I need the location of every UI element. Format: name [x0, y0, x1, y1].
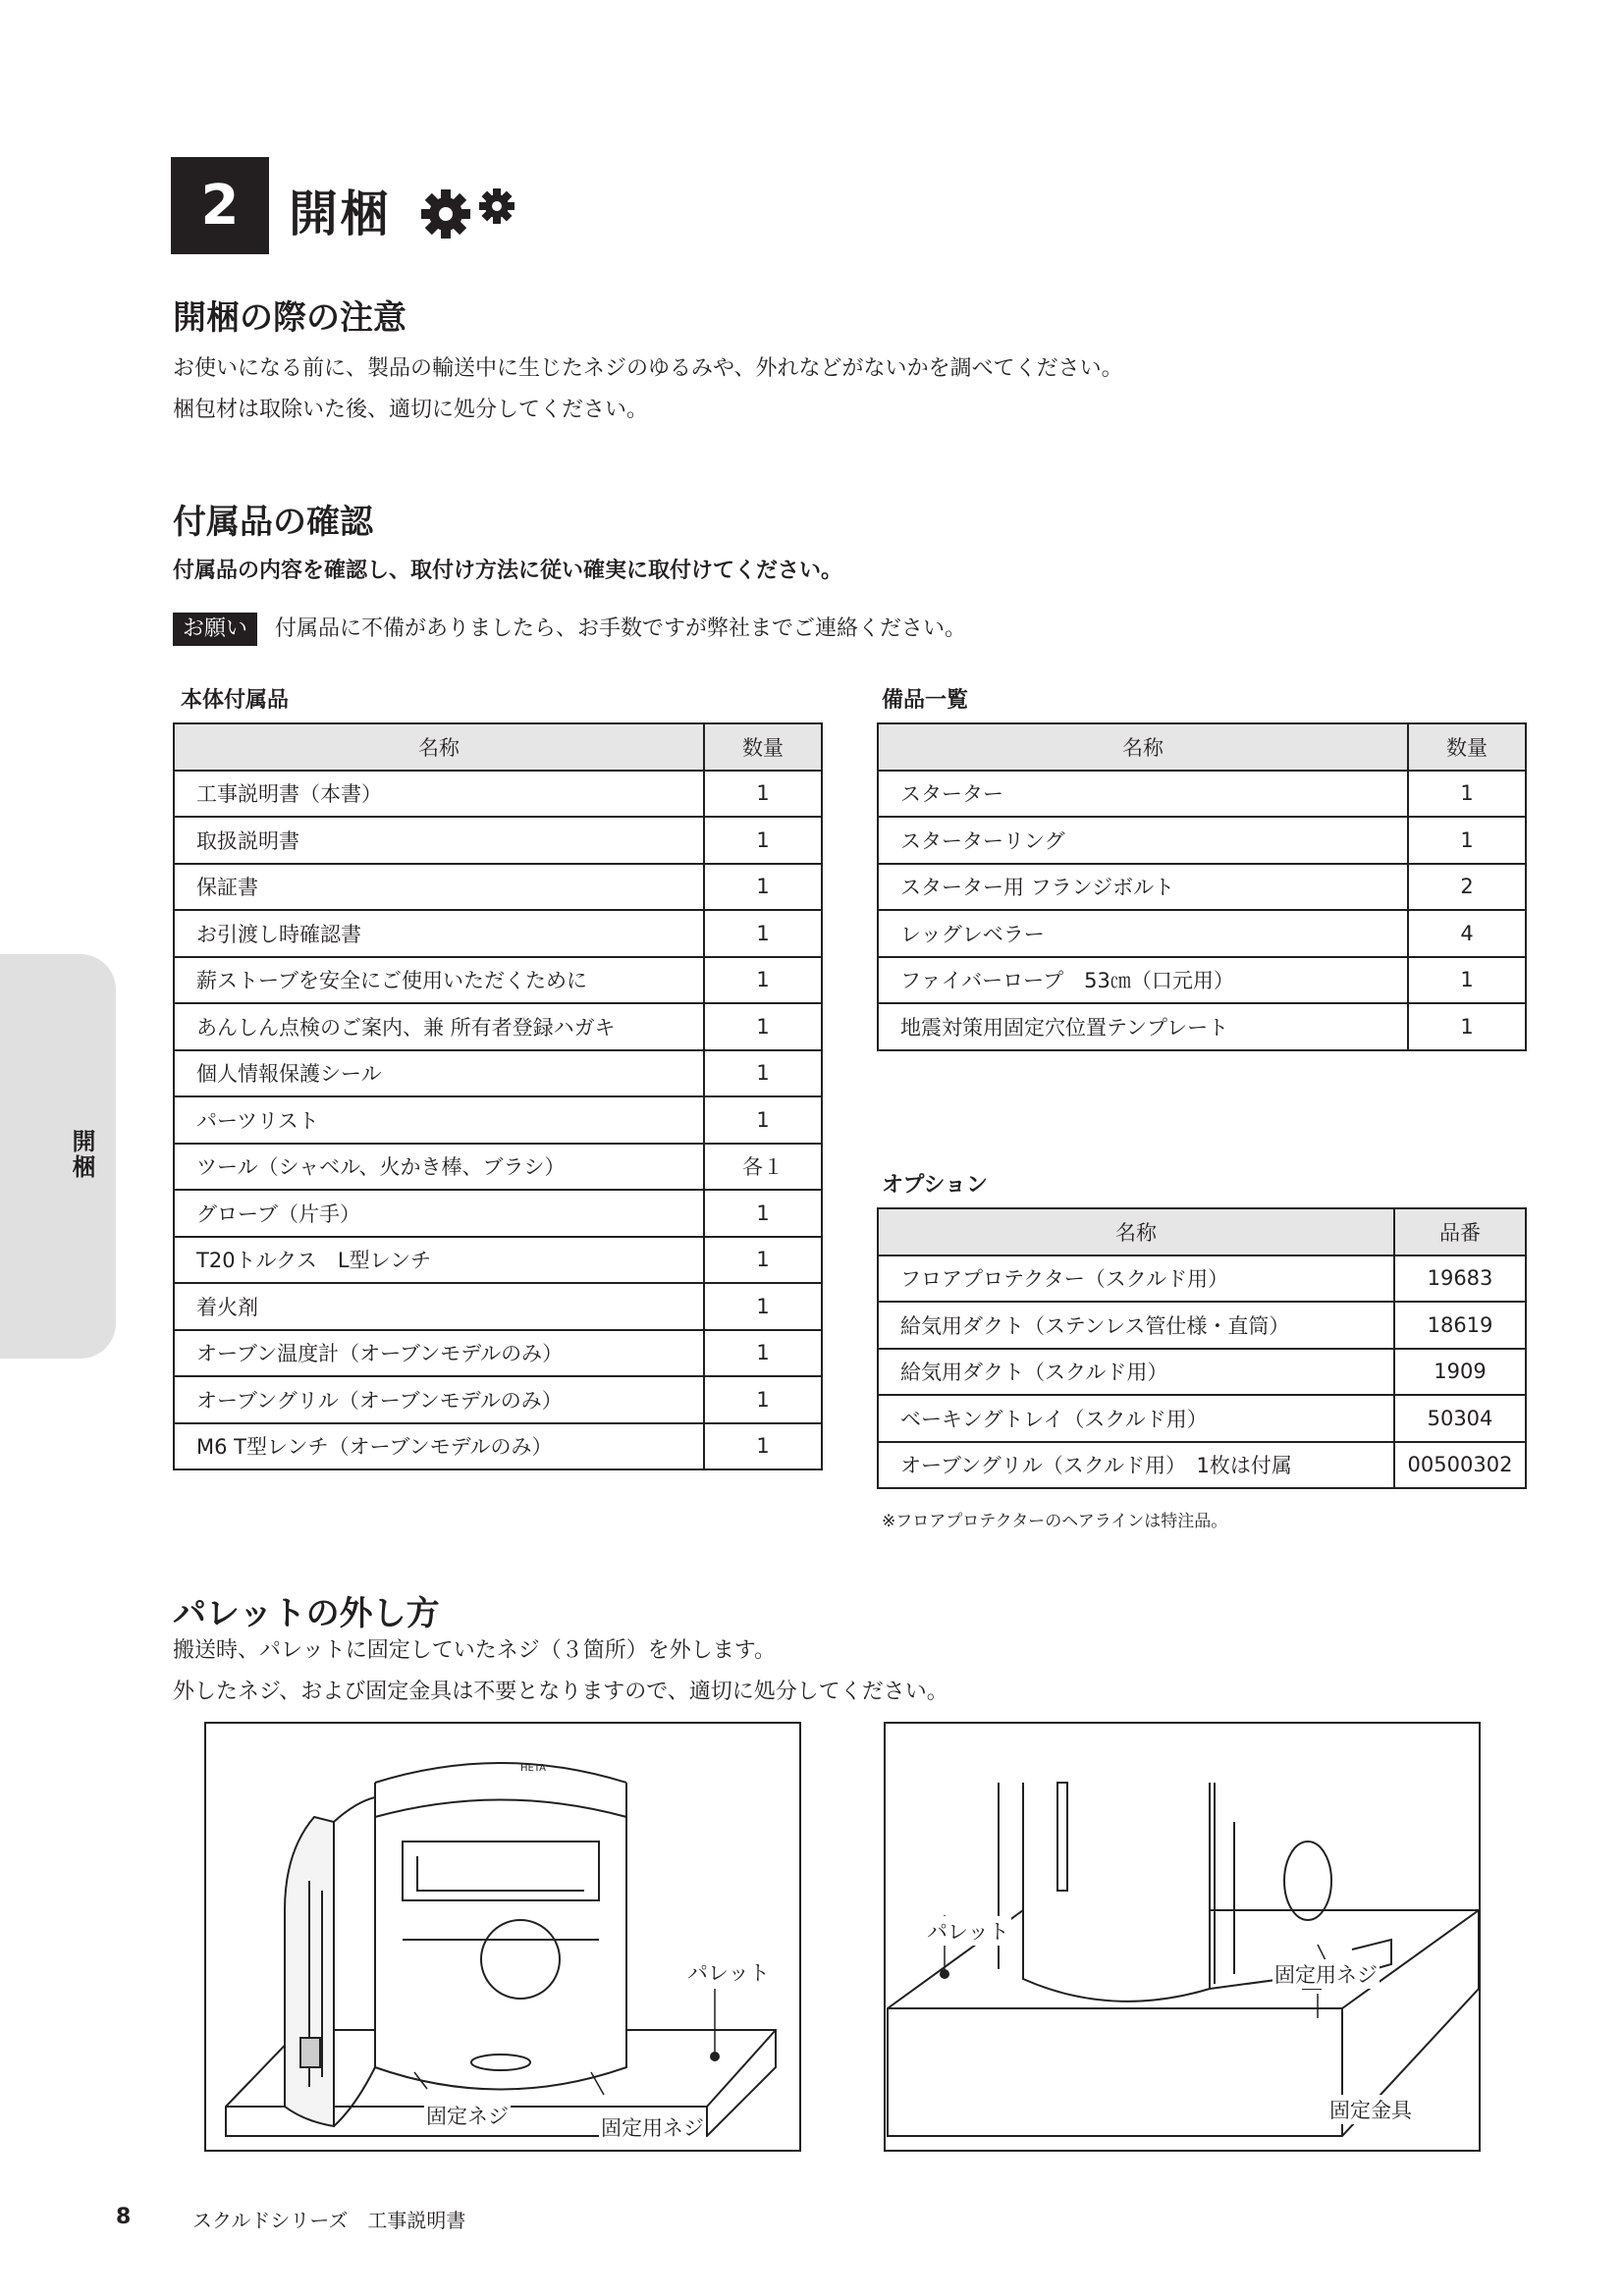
table-cell-value: 2 — [1408, 864, 1526, 911]
table-row — [174, 1423, 822, 1470]
table-row — [174, 771, 822, 818]
table-row — [174, 1003, 822, 1050]
fig-right-label-screw: 固定用ネジ — [1272, 1959, 1380, 1989]
table-row — [878, 1003, 1526, 1050]
table-row — [174, 1144, 822, 1191]
table-cell-value: 1 — [704, 910, 822, 957]
table-cell-name: 給気用ダクト（ステンレス管仕様・直筒） — [878, 1302, 1394, 1349]
table-cell-name: パーツリスト — [174, 1096, 704, 1144]
table-cell-value: 1 — [704, 1096, 822, 1144]
table-cell-value: 1 — [704, 1190, 822, 1237]
table-row — [878, 1349, 1526, 1396]
table-cell-name: オーブングリル（スクルド用） 1枚は付属 — [878, 1442, 1394, 1489]
table-cell-value: 1 — [704, 1003, 822, 1050]
table-cell-value: 1 — [704, 1237, 822, 1284]
table-cell-value: 1 — [704, 1376, 822, 1423]
table-row — [174, 1096, 822, 1144]
fig-right-label-pallet: パレット — [925, 1916, 1011, 1946]
table-cell-name: 取扱説明書 — [174, 817, 704, 864]
table-cell-value: 1 — [704, 957, 822, 1004]
table-cell-value: 19683 — [1394, 1255, 1526, 1303]
table-cell-name: フロアプロテクター（スクルド用） — [878, 1255, 1394, 1303]
onegai-badge: お願い — [173, 613, 257, 646]
pallet-line-2: 外したネジ、および固定金具は不要となりますので、適切に処分してください。 — [173, 1680, 948, 1704]
table-cell-name: レッグレベラー — [878, 910, 1408, 957]
table-header: 名称 — [878, 1208, 1394, 1255]
table-cell-name: 地震対策用固定穴位置テンプレート — [878, 1003, 1408, 1050]
table-header: 数量 — [704, 723, 822, 771]
table-row — [174, 1283, 822, 1330]
table-header: 品番 — [1394, 1208, 1526, 1255]
gear-icon — [420, 185, 528, 243]
table-cell-name: グローブ（片手） — [174, 1190, 704, 1237]
table-row — [174, 817, 822, 864]
table-cell-value: 各１ — [704, 1144, 822, 1191]
table-cell-value: 1 — [704, 1330, 822, 1377]
table-cell-name: スターターリング — [878, 817, 1408, 864]
table-cell-name: オーブングリル（オーブンモデルのみ） — [174, 1376, 704, 1423]
table-row — [174, 1050, 822, 1097]
table-cell-value: 18619 — [1394, 1302, 1526, 1349]
table-row — [174, 1190, 822, 1237]
table-cell-name: ベーキングトレイ（スクルド用） — [878, 1395, 1394, 1442]
table-cell-name: ファイバーロープ 53㎝（口元用） — [878, 957, 1408, 1004]
unpack-line-1: お使いになる前に、製品の輸送中に生じたネジのゆるみや、外れなどがないかを調べてください。 — [173, 356, 1123, 381]
section-heading-unpack: 開梱の際の注意 — [173, 298, 406, 338]
footer-title: スクルドシリーズ 工事説明書 — [192, 2209, 466, 2232]
svg-text:HETA: HETA — [520, 1763, 547, 1774]
table-cell-name: M6 T型レンチ（オーブンモデルのみ） — [174, 1423, 704, 1470]
chapter-title: 開梱 — [289, 186, 391, 242]
table-equip — [877, 722, 1527, 1051]
table-cell-value: 1 — [704, 771, 822, 818]
table-cell-name: 個人情報保護シール — [174, 1050, 704, 1097]
section-heading-pallet: パレットの外し方 — [173, 1594, 440, 1633]
table-row — [174, 1330, 822, 1377]
table-cell-name: あんしん点検のご案内、兼 所有者登録ハガキ — [174, 1003, 704, 1050]
table-cell-value: 50304 — [1394, 1395, 1526, 1442]
table-row — [878, 771, 1526, 818]
table-cell-value: 1909 — [1394, 1349, 1526, 1396]
table-row — [878, 817, 1526, 864]
fig-right-label-bracket: 固定金具 — [1327, 2095, 1414, 2124]
accessories-bold-line: 付属品の内容を確認し、取付け方法に従い確実に取付けてください。 — [173, 559, 843, 583]
table-row — [174, 910, 822, 957]
table-cell-value: 1 — [1408, 771, 1526, 818]
table-cell-name: スターター — [878, 771, 1408, 818]
table-cell-value: 1 — [1408, 817, 1526, 864]
table-cell-name: 給気用ダクト（スクルド用） — [878, 1349, 1394, 1396]
table-cell-value: 00500302 — [1394, 1442, 1526, 1489]
table-header: 名称 — [174, 723, 704, 771]
table-cell-name: ツール（シャベル、火かき棒、ブラシ） — [174, 1144, 704, 1191]
table-option — [877, 1207, 1527, 1489]
table-cell-name: スターター用 フランジボルト — [878, 864, 1408, 911]
table-cell-value: 1 — [704, 1050, 822, 1097]
table-row — [174, 864, 822, 911]
stove-open-door-illustration — [206, 1724, 799, 2150]
table-row — [878, 1395, 1526, 1442]
page-number: 8 — [116, 2205, 132, 2229]
table-cell-value: 1 — [1408, 957, 1526, 1004]
unpack-line-2: 梱包材は取除いた後、適切に処分してください。 — [173, 398, 649, 422]
table-row — [174, 1237, 822, 1284]
table-cell-value: 1 — [704, 1423, 822, 1470]
table-cell-name: オーブン温度計（オーブンモデルのみ） — [174, 1330, 704, 1377]
table-cell-value: 1 — [704, 817, 822, 864]
table-cell-value: 4 — [1408, 910, 1526, 957]
table-equip-caption: 備品一覧 — [882, 688, 969, 713]
table-cell-name: T20トルクス L型レンチ — [174, 1237, 704, 1284]
table-cell-value: 1 — [704, 1283, 822, 1330]
table-cell-value: 1 — [1408, 1003, 1526, 1050]
table-row — [878, 1302, 1526, 1349]
pallet-line-1: 搬送時、パレットに固定していたネジ（３箇所）を外します。 — [173, 1638, 777, 1663]
side-tab-label: 開梱 — [68, 1129, 95, 1180]
table-main-caption: 本体付属品 — [181, 688, 290, 713]
table-header: 名称 — [878, 723, 1408, 771]
onegai-text: 付属品に不備がありましたら、お手数ですが弊社までご連絡ください。 — [275, 616, 967, 641]
fig-left-label-screw: 固定ネジ — [424, 2101, 511, 2130]
table-row — [878, 864, 1526, 911]
table-header: 数量 — [1408, 723, 1526, 771]
table-row — [174, 1376, 822, 1423]
table-row — [878, 1442, 1526, 1489]
table-row — [878, 1255, 1526, 1303]
table-option-caption: オプション — [882, 1173, 989, 1198]
table-cell-name: 着火剤 — [174, 1283, 704, 1330]
fig-left-label-screw2: 固定用ネジ — [599, 2112, 706, 2142]
table-cell-name: 保証書 — [174, 864, 704, 911]
table-main — [173, 722, 823, 1470]
table-cell-name: 薪ストーブを安全にご使用いただくために — [174, 957, 704, 1004]
table-cell-name: 工事説明書（本書） — [174, 771, 704, 818]
fig-left-label-pallet: パレット — [685, 1957, 772, 1987]
table-cell-name: お引渡し時確認書 — [174, 910, 704, 957]
table-row — [878, 910, 1526, 957]
figure-left — [204, 1722, 801, 2152]
chapter-number: 2 — [171, 157, 269, 254]
table-row — [878, 957, 1526, 1004]
section-heading-accessories: 付属品の確認 — [173, 503, 373, 542]
table-cell-value: 1 — [704, 864, 822, 911]
option-note: ※フロアプロテクターのヘアラインは特注品。 — [882, 1512, 1228, 1531]
table-row — [174, 957, 822, 1004]
